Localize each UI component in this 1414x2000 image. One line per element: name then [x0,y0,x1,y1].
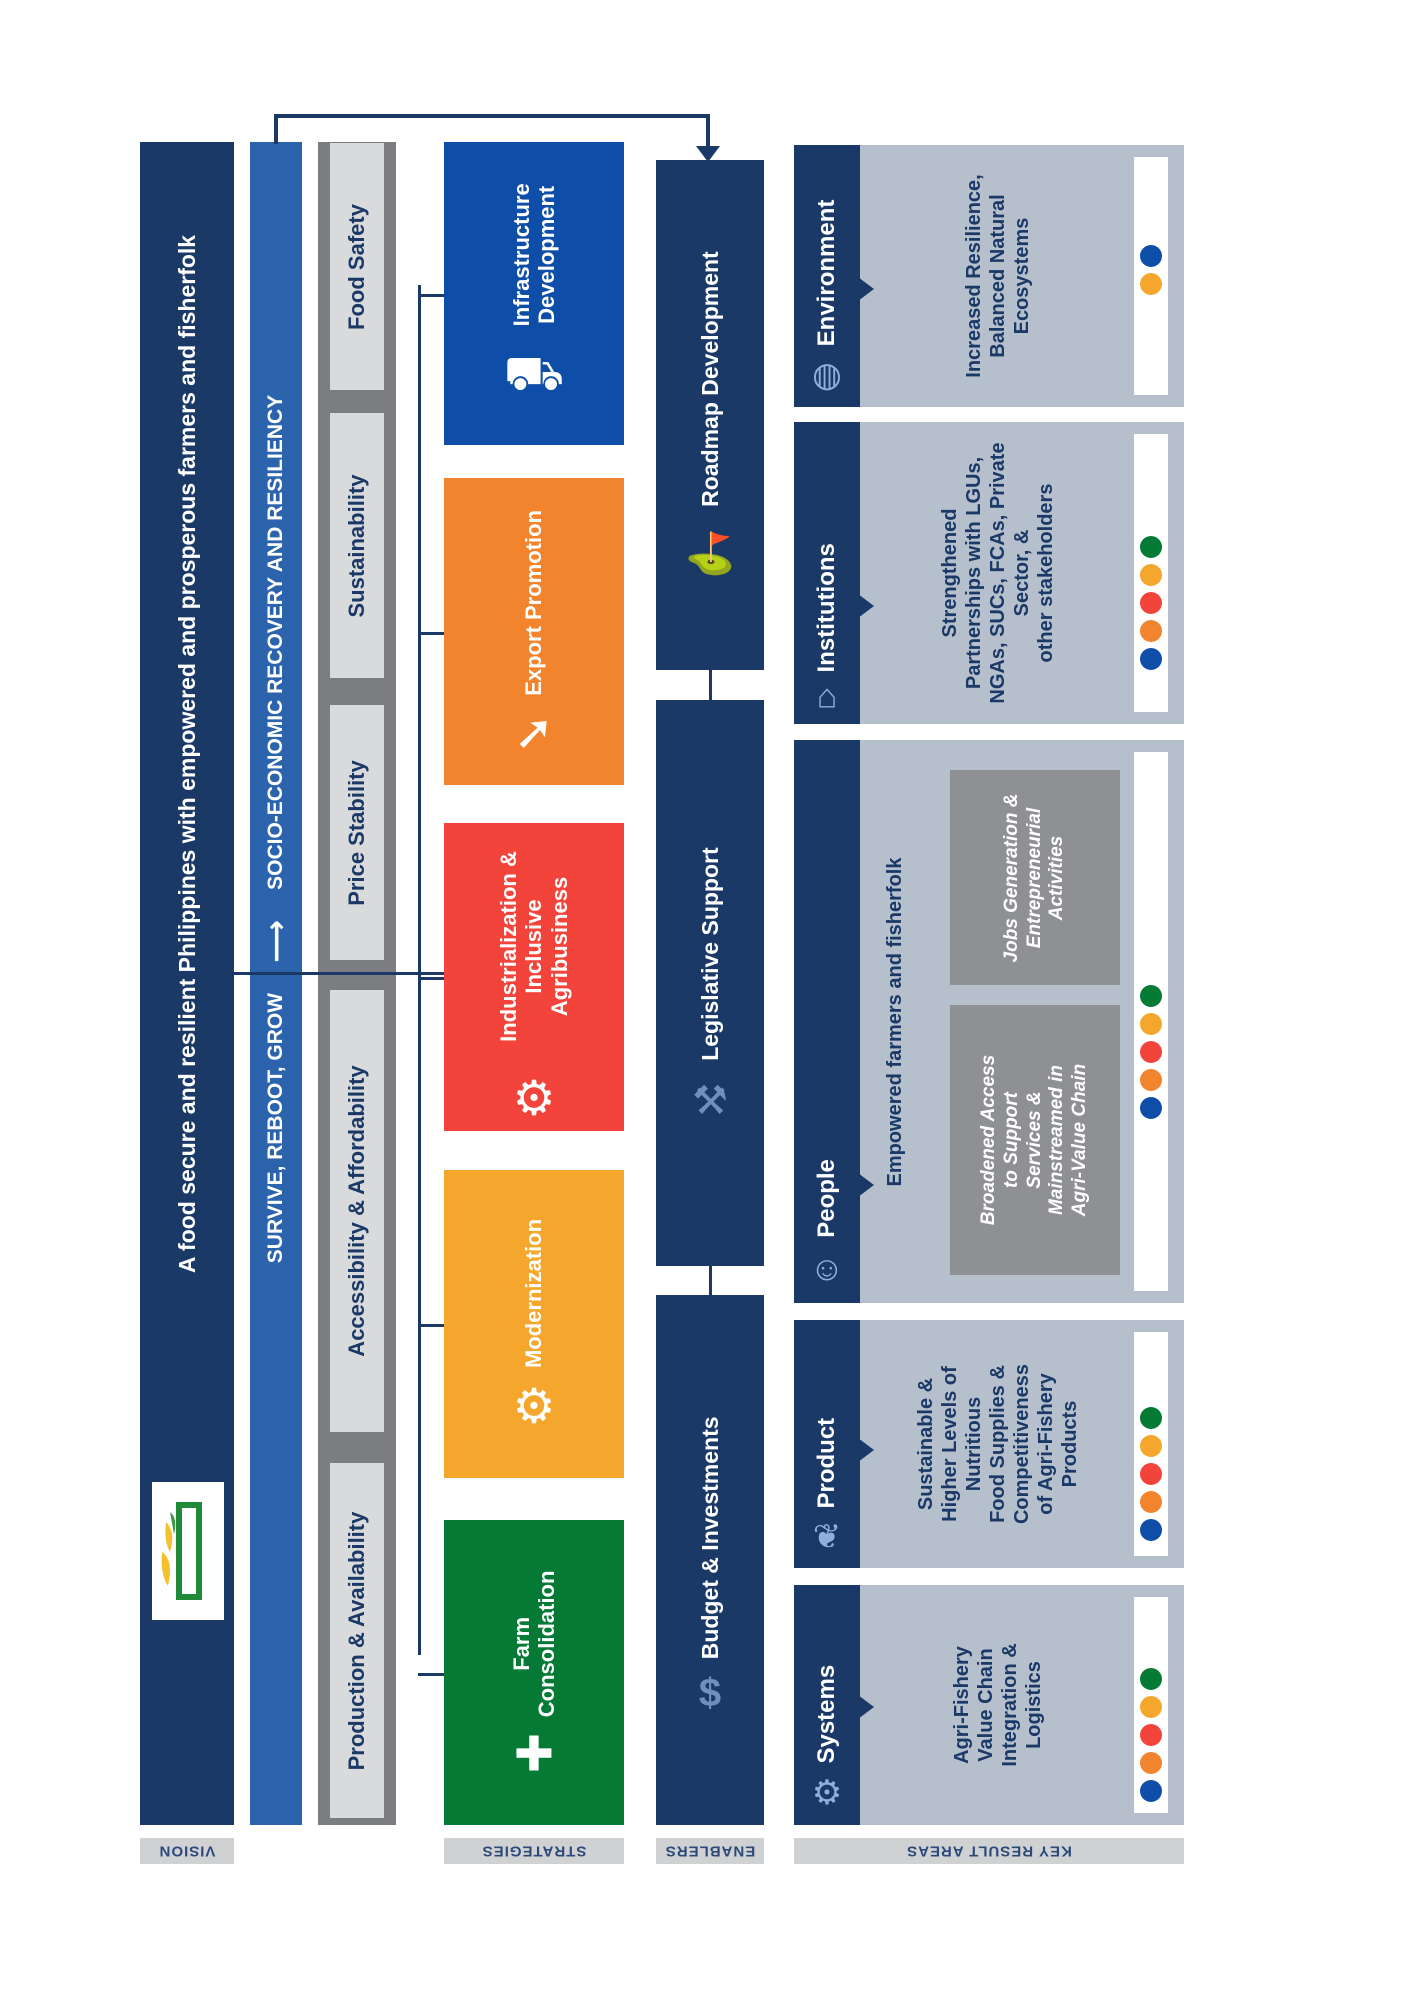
arrow-circle-icon: ➚ [513,706,555,760]
kra-desc-box [864,422,1132,724]
kra-dot-strip [1134,434,1168,712]
kra-dot [1140,564,1162,586]
arrow-right-icon: ⟶ [259,919,293,963]
road-icon: ⛟ [503,347,565,401]
connector-top-right [706,114,710,148]
strategy-connector [418,977,444,980]
kra-dot [1140,1435,1162,1457]
kra-card [794,422,1184,724]
strategy-card [444,142,624,445]
enabler-card [656,700,764,1266]
kra-dot [1140,620,1162,642]
kra-dot [1140,1780,1162,1802]
enabler-card [656,160,764,670]
pillar-chip [330,990,384,1432]
pillar-chip [330,413,384,678]
enabler-card [656,1295,764,1825]
strategy-connector [418,294,444,297]
kra-dot [1140,245,1162,267]
pillar-chip [330,1463,384,1818]
kra-header-content [797,745,857,1298]
kra-desc: Agri-Fishery Value Chain Integration & Logistics [951,1643,1045,1767]
vision-label-tag [140,1838,234,1864]
kra-card [794,1320,1184,1568]
kra-dot-strip [1134,1597,1168,1813]
theme-right: SOCIO-ECONOMIC RECOVERY AND RESILIENCY [264,394,287,890]
strategy-connector [418,632,444,635]
kra-card [794,145,1184,407]
kra-dot [1140,1069,1162,1091]
strategy-name: Export Promotion [521,509,547,696]
strategies-label: STRATEGIES [481,1842,587,1860]
kra-title: People [813,1158,840,1238]
strategy-card [444,1170,624,1478]
kra-desc: Increased Resilience, Balanced Natural Ecosystems [963,174,1033,378]
strategy-name: Farm Consolidation [508,1570,559,1717]
kra-dot [1140,592,1162,614]
kra-dot [1140,1752,1162,1774]
strategy-card [444,478,624,785]
vision-statement: A food secure and resilient Philippines with empowered and prosperous farmers and fisherfolk [173,234,200,1273]
enabler-name: Budget & Investments [696,1416,723,1660]
kra-dot [1140,1491,1162,1513]
kra-title: Product [813,1417,840,1509]
enablers-label: ENABLERS [664,1842,756,1860]
route-icon: ⛳ [685,531,735,576]
kra-dot [1140,648,1162,670]
people-icon: ☺ [809,1249,845,1288]
strategy-name: Modernization [521,1218,547,1369]
kra-header-content [797,427,857,719]
enabler-name: Legislative Support [696,847,723,1061]
strategy-card [444,1520,624,1825]
kras-label-tag [794,1838,1184,1864]
kra-card [794,740,1184,1303]
kra-dot [1140,273,1162,295]
enabler-name: Roadmap Development [696,251,723,507]
strategy-card [444,823,624,1131]
kra-dot-strip [1134,157,1168,395]
strategy-content [449,833,619,1126]
kra-card [794,1585,1184,1825]
kra-desc: Empowered farmers and fisherfolk [884,857,906,1186]
kra-desc: Sustainable & Higher Levels of Nutritious Food Supplies & Competitiveness of Agri-Fishery Products [915,1363,1081,1525]
enabler-link [709,1266,712,1295]
kra-desc-box [864,1320,1132,1568]
kra-sub-card [950,1005,1120,1275]
cog-cycle-icon: ⚙ [512,1072,556,1126]
kra-dot [1140,1724,1162,1746]
kra-title: Environment [813,199,840,347]
kra-sub-text: Broadened Access to Support Services & Mainstreamed in Agri-Value Chain [978,1054,1091,1226]
kra-header [794,422,860,724]
kra-header [794,145,860,407]
kra-title: Systems [813,1664,840,1764]
kra-desc-box [864,1585,1132,1825]
kra-desc: Strengthened Partnerships with LGUs, NGAs, SUCs, FCAs, Private Sector, & other stakeholders [939,442,1057,704]
kra-dot [1140,1407,1162,1429]
kra-dot [1140,1519,1162,1541]
strategy-name: Infrastructure Development [508,182,559,326]
enabler-link [709,670,712,700]
strategy-content [449,1530,619,1815]
logo [152,1482,224,1620]
theme-row [256,129,296,1529]
strategy-content [449,1180,619,1468]
globe-icon: ◍ [812,356,842,395]
kras-label: KEY RESULT AREAS [906,1842,1072,1860]
gavel-icon: ⚒ [692,1078,728,1123]
strategy-content [449,488,619,775]
strategy-name: Industrialization & Inclusive Agribusiness [496,851,572,1042]
kra-desc-box [864,145,1132,407]
kra-header [794,1320,860,1568]
kra-dot [1140,1696,1162,1718]
theme-left: SURVIVE, REBOOT, GROW [264,992,287,1263]
theme-bar [250,142,302,1825]
kra-sub-text: Jobs Generation & Entrepreneurial Activities [1000,793,1068,962]
kra-header-content [797,1325,857,1563]
kra-header [794,1585,860,1825]
kra-desc-box [860,740,930,1303]
pillar-chip [330,705,384,960]
pillar-label: Accessibility & Affordability [344,1065,369,1357]
kra-dot [1140,1041,1162,1063]
enablers-label-tag [656,1838,764,1864]
strategy-connector-vertical [418,285,421,1655]
kra-dot [1140,1013,1162,1035]
strategy-connector [418,1324,444,1327]
gear-network-icon: ⚙ [811,1773,843,1812]
kra-dot-strip [1134,752,1168,1291]
kra-sub-card [950,770,1120,985]
kra-header-content [797,150,857,402]
enabler-content [665,1305,755,1815]
enabler-content [665,710,755,1256]
building-icon: ⌂ [816,677,838,716]
kra-dot [1140,1668,1162,1690]
gear-globe-icon: ⚙ [512,1380,556,1434]
kra-dot [1140,1463,1162,1485]
money-bag-icon: $ [698,1670,722,1715]
pillar-chip [330,143,384,390]
kra-dot [1140,985,1162,1007]
kra-title: Institutions [813,543,840,673]
pillar-label: Sustainability [344,473,369,618]
vision-connector [234,972,444,975]
vision-label: VISION [158,1842,216,1860]
strategy-content [449,152,619,435]
kra-header [794,740,860,1303]
kra-dot [1140,536,1162,558]
enabler-content [665,170,755,660]
produce-icon: ❦ [812,1517,842,1556]
pillar-label: Price Stability [344,759,369,906]
strategies-label-tag [444,1838,624,1864]
connector-top [274,114,710,118]
kra-header-content [797,1590,857,1820]
pillar-label: Food Safety [344,203,369,330]
strategy-connector [418,1673,444,1676]
pillar-label: Production & Availability [344,1511,369,1770]
connector-top-left [274,114,278,144]
puzzle-icon: ✚ [513,1727,555,1781]
kra-dot-strip [1134,1332,1168,1556]
kra-dot [1140,1097,1162,1119]
